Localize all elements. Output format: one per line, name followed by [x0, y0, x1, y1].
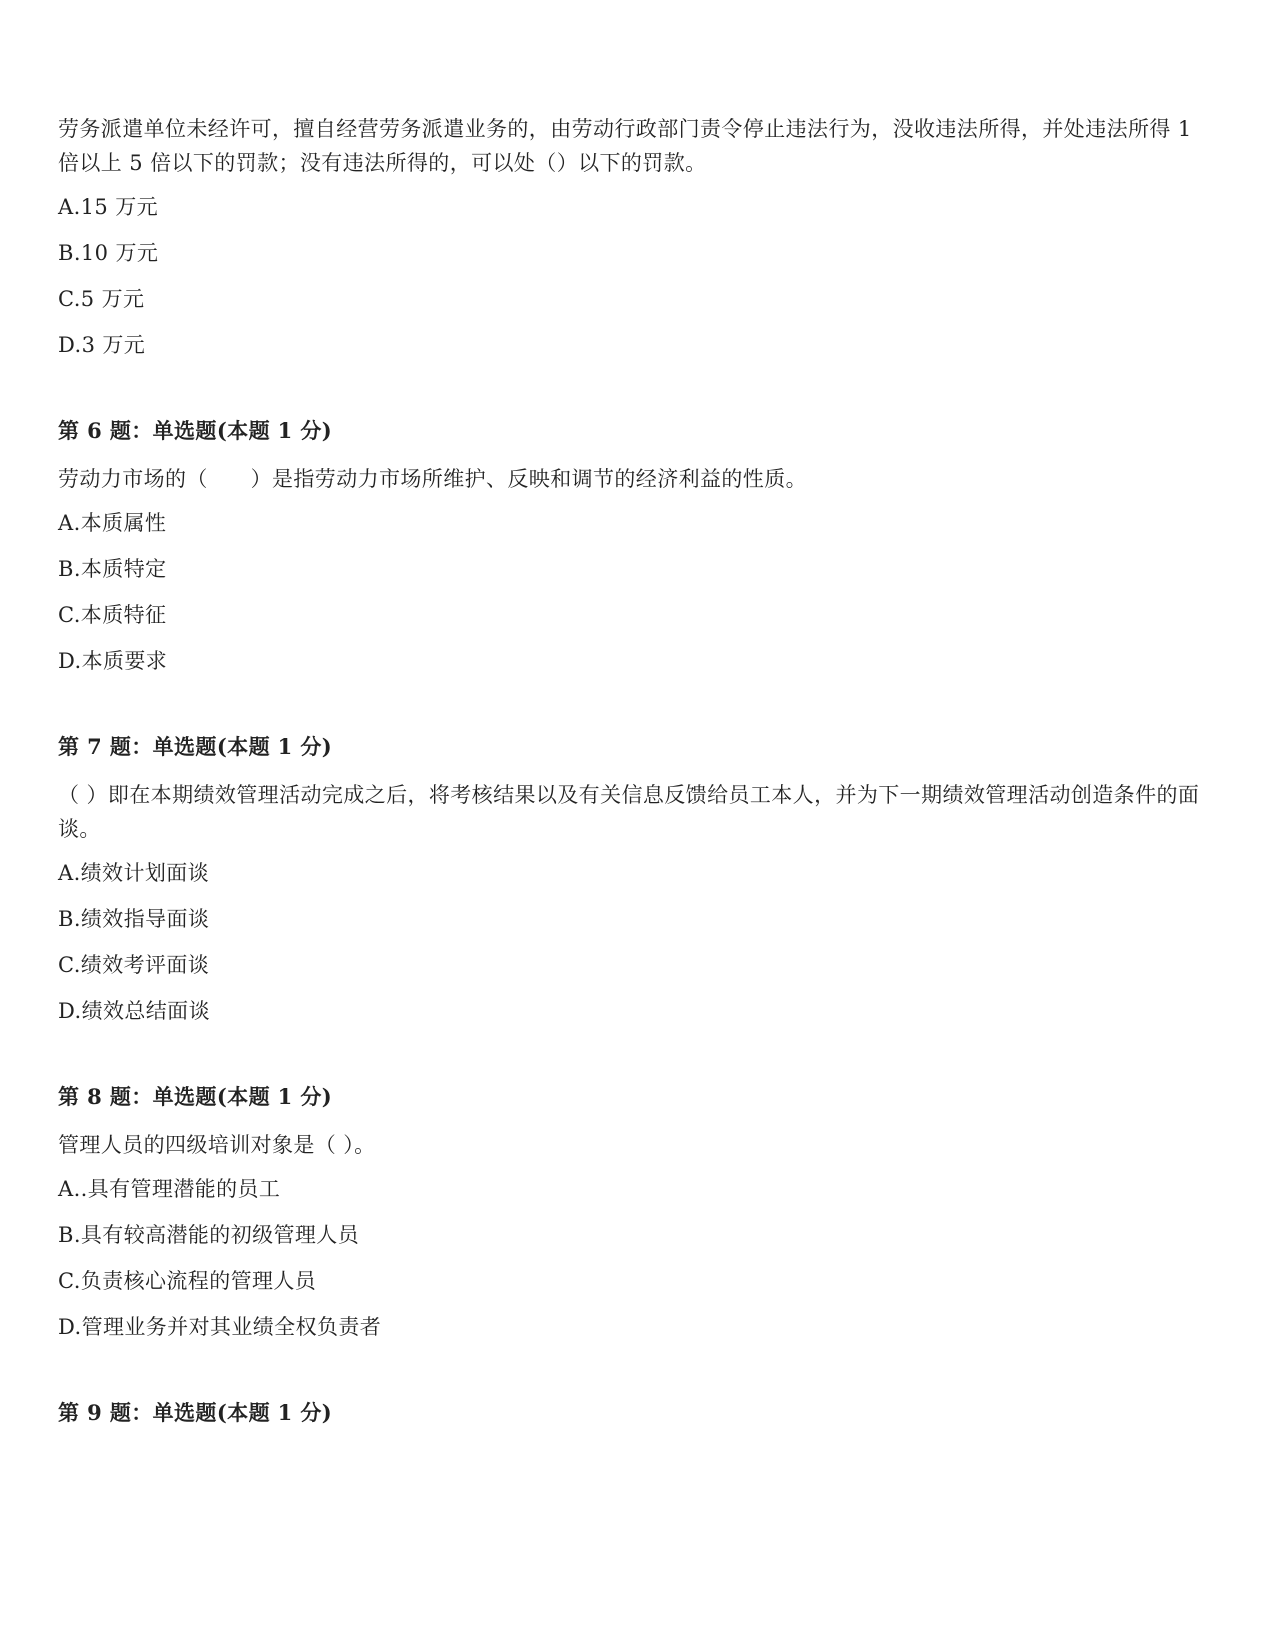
spacer [58, 376, 1208, 416]
option-c: C.绩效考评面谈 [58, 953, 210, 977]
question-block [58, 416, 1208, 676]
spacer [58, 1358, 1208, 1398]
option-b: B.绩效指导面谈 [58, 907, 210, 931]
option-b: B.本质特定 [58, 557, 167, 581]
question-stem: 劳务派遣单位未经许可，擅自经营劳务派遣业务的，由劳动行政部门责令停止违法行为，没收违法所得，并处违法所得 1 倍以上 5 倍以下的罚款；没有违法所得的，可以处（）以下的罚款。 [58, 117, 1192, 175]
question-header: 第 7 题：单选题(本题 1 分) [58, 734, 333, 759]
question-stem: （ ）即在本期绩效管理活动完成之后，将考核结果以及有关信息反馈给员工本人，并为下一期绩效管理活动创造条件的面谈。 [58, 783, 1200, 841]
option-d: D.绩效总结面谈 [58, 999, 210, 1023]
exam-page [58, 112, 1208, 1444]
question-stem: 劳动力市场的（ ）是指劳动力市场所维护、反映和调节的经济利益的性质。 [58, 467, 807, 491]
spacer [58, 692, 1208, 732]
question-block [58, 1398, 1208, 1428]
option-c: C.5 万元 [58, 287, 145, 311]
option-d: D.管理业务并对其业绩全权负责者 [58, 1315, 382, 1339]
option-a: A.绩效计划面谈 [58, 861, 210, 885]
question-header: 第 8 题：单选题(本题 1 分) [58, 1084, 333, 1109]
question-block [58, 112, 1208, 360]
option-c: C.负责核心流程的管理人员 [58, 1269, 317, 1293]
option-a: A.15 万元 [58, 195, 159, 219]
option-b: B.10 万元 [58, 241, 159, 265]
question-header: 第 6 题：单选题(本题 1 分) [58, 418, 333, 443]
spacer [58, 1042, 1208, 1082]
question-header: 第 9 题：单选题(本题 1 分) [58, 1400, 333, 1425]
question-block [58, 732, 1208, 1026]
option-a: A.本质属性 [58, 511, 167, 535]
option-d: D.本质要求 [58, 649, 168, 673]
option-a: A..具有管理潜能的员工 [58, 1177, 281, 1201]
question-block [58, 1082, 1208, 1342]
option-d: D.3 万元 [58, 333, 146, 357]
option-c: C.本质特征 [58, 603, 167, 627]
option-b: B.具有较高潜能的初级管理人员 [58, 1223, 360, 1247]
question-stem: 管理人员的四级培训对象是（ ）。 [58, 1133, 376, 1157]
